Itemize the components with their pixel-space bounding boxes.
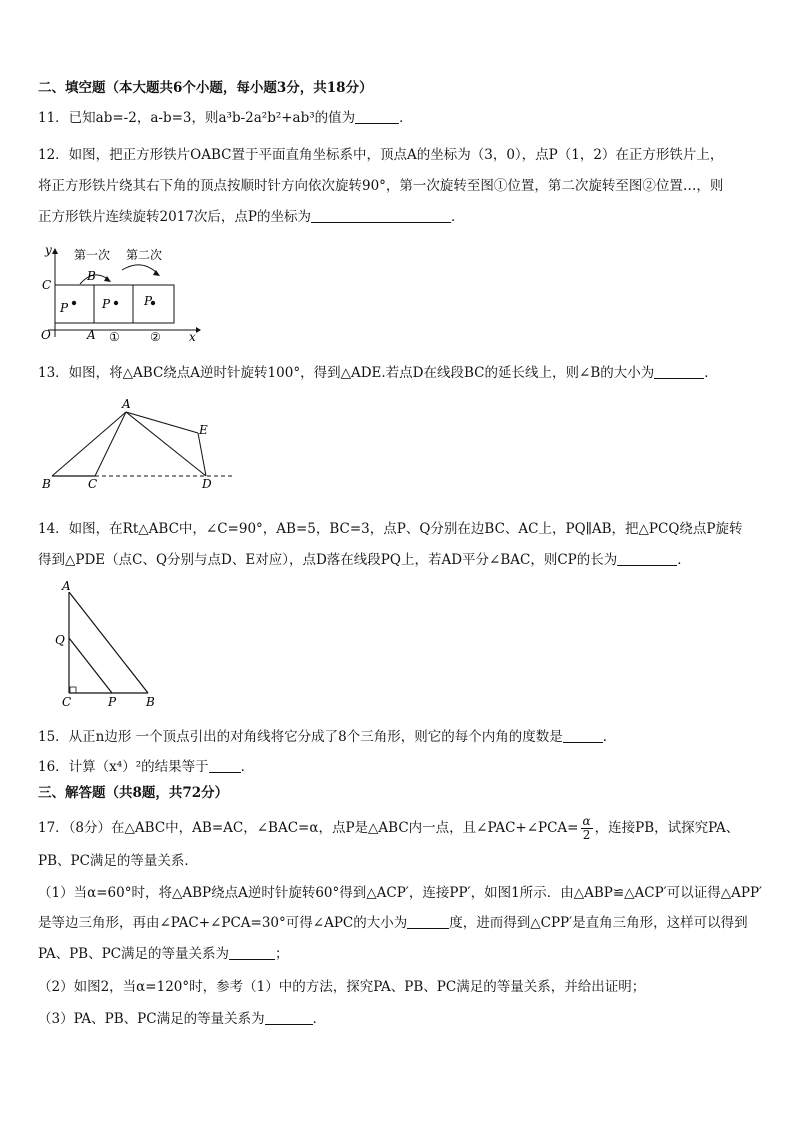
label-a: A bbox=[87, 328, 96, 342]
rotation-arc-second bbox=[122, 265, 158, 274]
question-12-text: 正方形铁片连续旋转2017次后，点P的坐标为 bbox=[38, 209, 311, 225]
answer-blank-17-relation-1[interactable] bbox=[229, 945, 275, 960]
question-16 bbox=[38, 758, 758, 776]
question-17-part-1-text-b: 度，进而得到△CPP′是直角三角形，这样可以得到 bbox=[449, 915, 748, 931]
answer-blank-15[interactable] bbox=[563, 728, 603, 743]
fraction-numerator: α bbox=[582, 814, 591, 828]
segment-ab bbox=[69, 592, 148, 693]
point-p-original bbox=[72, 301, 76, 305]
segment-ae bbox=[126, 412, 198, 433]
label-p-position-2: P bbox=[144, 294, 153, 308]
answer-blank-13[interactable] bbox=[654, 364, 704, 379]
question-11-end: ． bbox=[399, 110, 413, 126]
question-12-end: ． bbox=[450, 209, 465, 225]
section-heading-fill-blank: 二、填空题（本大题共6个小题，每小题3分，共18分） bbox=[38, 80, 373, 96]
section-heading-solutions: 三、解答题（共8题，共72分） bbox=[38, 785, 229, 801]
label-b: B bbox=[42, 477, 51, 491]
label-a: A bbox=[62, 579, 71, 593]
question-17-part-3 bbox=[38, 1010, 758, 1028]
figure-q13-rotated-triangle bbox=[38, 396, 238, 492]
segment-pq bbox=[69, 638, 112, 693]
label-p: P bbox=[108, 695, 117, 709]
right-angle-mark bbox=[70, 687, 76, 693]
question-12-line-2: 将正方形铁片绕其右下角的顶点按顺时针方向依次旋转90°，第一次旋转至图①位置，第二次旋转至图②位置…，则 bbox=[38, 178, 724, 194]
question-17-part-3-end: ． bbox=[312, 1011, 327, 1027]
question-14-line-2 bbox=[38, 551, 758, 569]
segment-ed bbox=[198, 433, 206, 476]
question-16-end: ． bbox=[240, 759, 255, 775]
figure-q12-rotating-square bbox=[38, 242, 208, 342]
label-c: C bbox=[88, 477, 98, 491]
question-13-end: ． bbox=[704, 365, 718, 381]
answer-blank-17-relation-3[interactable] bbox=[265, 1010, 313, 1025]
question-16-text: 16．计算（x⁴）²的结果等于 bbox=[38, 759, 209, 775]
question-17-part-1-text-c: PA、PB、PC满足的等量关系为 bbox=[38, 946, 230, 962]
question-11 bbox=[38, 109, 758, 127]
question-17-part-1-line-2 bbox=[38, 914, 758, 932]
question-14-line-1: 14．如图，在Rt△ABC中，∠C=90°，AB=5，BC=3，点P、Q分别在边BC、AC上，PQ∥AB，把△PCQ绕点P旋转 bbox=[38, 521, 743, 537]
square-position-1 bbox=[94, 285, 133, 323]
fraction-alpha-over-2 bbox=[581, 815, 593, 842]
answer-blank-11[interactable] bbox=[355, 109, 399, 124]
label-first-rotation: 第一次 bbox=[74, 248, 111, 262]
answer-blank-14[interactable] bbox=[617, 551, 677, 566]
label-p-original: P bbox=[60, 301, 69, 315]
label-d: D bbox=[202, 477, 212, 491]
segment-ac bbox=[95, 412, 126, 476]
answer-blank-16[interactable] bbox=[209, 758, 241, 773]
question-17-part-1-end: ； bbox=[275, 946, 289, 962]
question-14-end: ． bbox=[677, 552, 691, 568]
y-axis-arrow-icon bbox=[52, 248, 58, 254]
fraction-denominator: 2 bbox=[582, 828, 591, 842]
question-17-line-2: PB、PC满足的等量关系． bbox=[38, 853, 198, 869]
label-c: C bbox=[42, 278, 52, 292]
figure-q14-right-triangle bbox=[48, 578, 168, 712]
label-y: y bbox=[45, 243, 52, 257]
question-17-line-1 bbox=[38, 815, 758, 842]
question-17-part-1-line-1: （1）当α=60°时，将△ABP绕点A逆时针旋转60°得到△ACP′，连接PP′，如图1所示．由△ABP≌△ACP′可以证得△APP′ bbox=[38, 885, 763, 901]
question-17-part-2: （2）如图2，当α=120°时，参考（1）中的方法，探究PA、PB、PC满足的等量关系，并给出证明； bbox=[38, 979, 646, 995]
label-q: Q bbox=[55, 633, 65, 647]
label-a: A bbox=[122, 397, 131, 411]
question-13-text: 13．如图，将△ABC绕点A逆时针旋转100°，得到△ADE.若点D在线段BC的延长线上，则∠B的大小为 bbox=[38, 365, 655, 381]
question-15 bbox=[38, 728, 758, 746]
label-position-1: ① bbox=[109, 330, 120, 342]
label-b: B bbox=[146, 695, 155, 709]
x-axis-arrow-icon bbox=[196, 327, 201, 333]
question-11-text: 11．已知ab=-2，a-b=3，则a³b-2a²b²+ab³的值为 bbox=[38, 110, 356, 126]
question-17-text-a: 17．（8分）在△ABC中，AB=AC，∠BAC=α，点P是△ABC内一点，且∠PAC+∠PCA= bbox=[38, 820, 579, 836]
label-b: B bbox=[87, 269, 96, 283]
question-17-text-b: ，连接PB，试探究PA、 bbox=[594, 820, 740, 836]
segment-ab bbox=[52, 412, 126, 476]
label-p-position-1: P bbox=[102, 297, 111, 311]
question-17-part-1-line-3 bbox=[38, 945, 758, 963]
question-15-text: 15．从正n边形 一个顶点引出的对角线将它分成了8个三角形，则它的每个内角的度数是 bbox=[38, 729, 563, 745]
answer-blank-12[interactable] bbox=[311, 208, 451, 223]
label-c: C bbox=[62, 695, 72, 709]
answer-blank-17-angle[interactable] bbox=[407, 914, 449, 929]
label-e: E bbox=[199, 423, 208, 437]
label-x: x bbox=[189, 330, 196, 342]
segment-ad bbox=[126, 412, 206, 476]
question-15-end: ． bbox=[602, 729, 617, 745]
label-position-2: ② bbox=[150, 330, 161, 342]
question-14-text: 得到△PDE（点C、Q分别与点D、E对应），点D落在线段PQ上，若AD平分∠BAC，则CP的长为 bbox=[38, 552, 618, 568]
label-o: O bbox=[41, 328, 51, 342]
question-17-part-1-text-a: 是等边三角形，再由∠PAC+∠PCA=30°可得∠APC的大小为 bbox=[38, 915, 408, 931]
question-13 bbox=[38, 364, 758, 382]
question-12-line-1: 12．如图，把正方形铁片OABC置于平面直角坐标系中，顶点A的坐标为（3，0），点P（1，2）在正方形铁片上， bbox=[38, 147, 724, 163]
point-p-position-1 bbox=[114, 301, 118, 305]
question-12-line-3 bbox=[38, 208, 758, 226]
label-second-rotation: 第二次 bbox=[126, 248, 163, 262]
question-17-part-3-text: （3）PA、PB、PC满足的等量关系为 bbox=[38, 1011, 265, 1027]
